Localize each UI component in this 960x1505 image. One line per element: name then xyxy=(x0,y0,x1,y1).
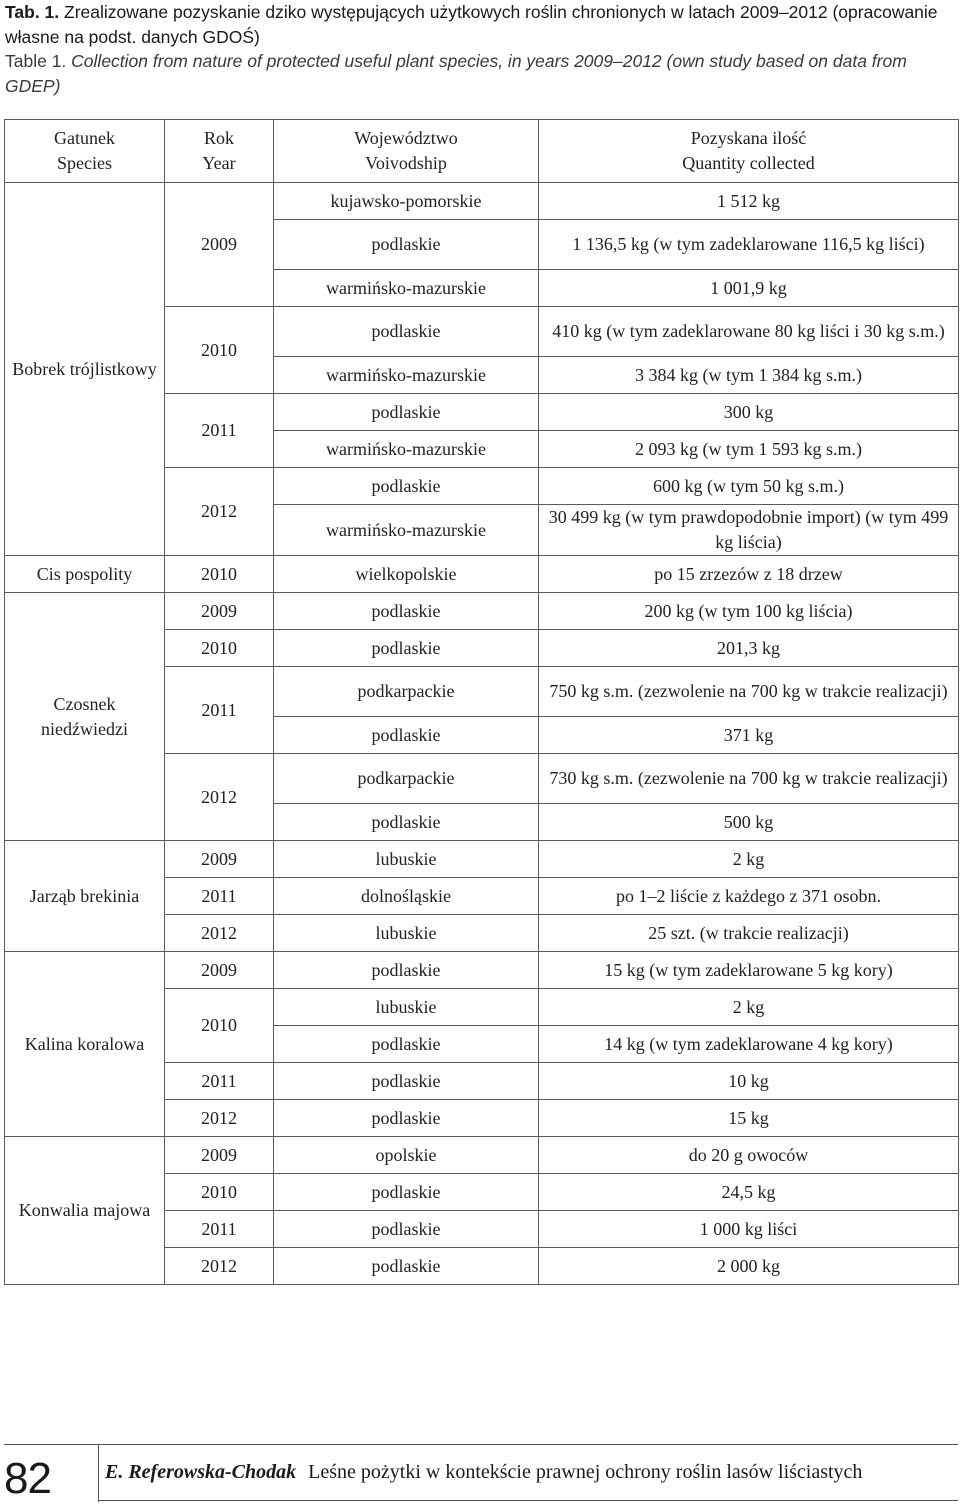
footer-divider xyxy=(4,1444,958,1445)
species-cell: Konwalia majowa xyxy=(5,1137,165,1285)
year-cell: 2009 xyxy=(165,1137,274,1174)
quantity-cell: 24,5 kg xyxy=(539,1174,959,1211)
year-cell: 2010 xyxy=(165,1174,274,1211)
plant-collection-table xyxy=(4,119,959,1285)
species-cell: Kalina koralowa xyxy=(5,952,165,1137)
year-cell: 2009 xyxy=(165,952,274,989)
quantity-cell: 200 kg (w tym 100 kg liścia) xyxy=(539,593,959,630)
quantity-cell: 2 093 kg (w tym 1 593 kg s.m.) xyxy=(539,431,959,468)
header-quantity: Pozyskana ilość Quantity collected xyxy=(539,120,959,183)
table-row xyxy=(5,952,959,989)
voivodship-cell: podlaskie xyxy=(274,717,539,754)
quantity-cell: 2 000 kg xyxy=(539,1248,959,1285)
quantity-cell: 300 kg xyxy=(539,394,959,431)
quantity-cell: 1 136,5 kg (w tym zadeklarowane 116,5 kg liści) xyxy=(539,220,959,270)
voivodship-cell: podlaskie xyxy=(274,394,539,431)
voivodship-cell: podlaskie xyxy=(274,220,539,270)
header-year: Rok Year xyxy=(165,120,274,183)
voivodship-cell: lubuskie xyxy=(274,915,539,952)
voivodship-cell: podlaskie xyxy=(274,1100,539,1137)
running-footer xyxy=(105,1458,862,1486)
year-cell: 2012 xyxy=(165,1100,274,1137)
footer-vertical-divider xyxy=(98,1444,99,1502)
footer-title: Leśne pożytki w kontekście prawnej ochrony roślin lasów liściastych xyxy=(308,1461,863,1483)
voivodship-cell: podlaskie xyxy=(274,630,539,667)
caption-en-text: Collection from nature of protected useful plant species, in years 2009–2012 (own study based on data from GDEP) xyxy=(5,51,907,96)
quantity-cell: 1 512 kg xyxy=(539,183,959,220)
caption-en-label: Table 1. xyxy=(5,51,67,71)
voivodship-cell: podlaskie xyxy=(274,307,539,357)
footer-author: E. Referowska-Chodak xyxy=(105,1461,297,1483)
table-row xyxy=(5,593,959,630)
caption-en xyxy=(5,51,907,96)
voivodship-cell: podlaskie xyxy=(274,593,539,630)
page-number: 82 xyxy=(4,1454,51,1503)
table-row xyxy=(5,556,959,593)
quantity-cell: do 20 g owoców xyxy=(539,1137,959,1174)
voivodship-cell: podlaskie xyxy=(274,1248,539,1285)
year-cell: 2012 xyxy=(165,468,274,556)
voivodship-cell: warmińsko-mazurskie xyxy=(274,505,539,556)
header-row xyxy=(5,120,959,183)
quantity-cell: 600 kg (w tym 50 kg s.m.) xyxy=(539,468,959,505)
voivodship-cell: warmińsko-mazurskie xyxy=(274,357,539,394)
voivodship-cell: podkarpackie xyxy=(274,667,539,717)
quantity-cell: 15 kg (w tym zadeklarowane 5 kg kory) xyxy=(539,952,959,989)
voivodship-cell: opolskie xyxy=(274,1137,539,1174)
quantity-cell: 1 001,9 kg xyxy=(539,270,959,307)
species-cell: Czosnek niedźwiedzi xyxy=(5,593,165,841)
voivodship-cell: podlaskie xyxy=(274,1211,539,1248)
voivodship-cell: podlaskie xyxy=(274,804,539,841)
year-cell: 2011 xyxy=(165,394,274,468)
quantity-cell: 1 000 kg liści xyxy=(539,1211,959,1248)
table-row xyxy=(5,183,959,220)
year-cell: 2012 xyxy=(165,754,274,841)
voivodship-cell: podlaskie xyxy=(274,1026,539,1063)
quantity-cell: 10 kg xyxy=(539,1063,959,1100)
quantity-cell: 2 kg xyxy=(539,989,959,1026)
year-cell: 2012 xyxy=(165,1248,274,1285)
year-cell: 2009 xyxy=(165,841,274,878)
quantity-cell: 201,3 kg xyxy=(539,630,959,667)
quantity-cell: 410 kg (w tym zadeklarowane 80 kg liści i 30 kg s.m.) xyxy=(539,307,959,357)
quantity-cell: po 15 zrzezów z 18 drzew xyxy=(539,556,959,593)
species-cell: Cis pospolity xyxy=(5,556,165,593)
year-cell: 2012 xyxy=(165,915,274,952)
quantity-cell: 500 kg xyxy=(539,804,959,841)
voivodship-cell: podlaskie xyxy=(274,468,539,505)
quantity-cell: 15 kg xyxy=(539,1100,959,1137)
year-cell: 2011 xyxy=(165,667,274,754)
voivodship-cell: lubuskie xyxy=(274,989,539,1026)
voivodship-cell: podkarpackie xyxy=(274,754,539,804)
quantity-cell: 3 384 kg (w tym 1 384 kg s.m.) xyxy=(539,357,959,394)
quantity-cell: 14 kg (w tym zadeklarowane 4 kg kory) xyxy=(539,1026,959,1063)
voivodship-cell: podlaskie xyxy=(274,1174,539,1211)
voivodship-cell: lubuskie xyxy=(274,841,539,878)
year-cell: 2010 xyxy=(165,989,274,1063)
table-caption xyxy=(5,0,957,98)
voivodship-cell: warmińsko-mazurskie xyxy=(274,431,539,468)
year-cell: 2010 xyxy=(165,556,274,593)
voivodship-cell: podlaskie xyxy=(274,952,539,989)
voivodship-cell: dolnośląskie xyxy=(274,878,539,915)
year-cell: 2010 xyxy=(165,307,274,394)
year-cell: 2011 xyxy=(165,1211,274,1248)
caption-pl-label: Tab. 1. xyxy=(5,2,60,22)
quantity-cell: 371 kg xyxy=(539,717,959,754)
quantity-cell: po 1–2 liście z każdego z 371 osobn. xyxy=(539,878,959,915)
header-species: Gatunek Species xyxy=(5,120,165,183)
year-cell: 2010 xyxy=(165,630,274,667)
year-cell: 2009 xyxy=(165,183,274,307)
species-cell: Bobrek trójlistkowy xyxy=(5,183,165,556)
footer-bottom-divider xyxy=(98,1500,958,1501)
quantity-cell: 750 kg s.m. (zezwolenie na 700 kg w trakcie realizacji) xyxy=(539,667,959,717)
voivodship-cell: podlaskie xyxy=(274,1063,539,1100)
quantity-cell: 2 kg xyxy=(539,841,959,878)
year-cell: 2011 xyxy=(165,1063,274,1100)
voivodship-cell: kujawsko-pomorskie xyxy=(274,183,539,220)
species-cell: Jarząb brekinia xyxy=(5,841,165,952)
header-voivodship: Województwo Voivodship xyxy=(274,120,539,183)
voivodship-cell: warmińsko-mazurskie xyxy=(274,270,539,307)
quantity-cell: 25 szt. (w trakcie realizacji) xyxy=(539,915,959,952)
year-cell: 2011 xyxy=(165,878,274,915)
table-row xyxy=(5,1137,959,1174)
voivodship-cell: wielkopolskie xyxy=(274,556,539,593)
year-cell: 2009 xyxy=(165,593,274,630)
quantity-cell: 730 kg s.m. (zezwolenie na 700 kg w trakcie realizacji) xyxy=(539,754,959,804)
table-row xyxy=(5,841,959,878)
caption-pl-text: Zrealizowane pozyskanie dziko występujących użytkowych roślin chronionych w latach 2009–2012 (opracowanie własne na podst. danych GDOŚ) xyxy=(5,2,938,47)
quantity-cell: 30 499 kg (w tym prawdopodobnie import) (w tym 499 kg liścia) xyxy=(539,505,959,556)
